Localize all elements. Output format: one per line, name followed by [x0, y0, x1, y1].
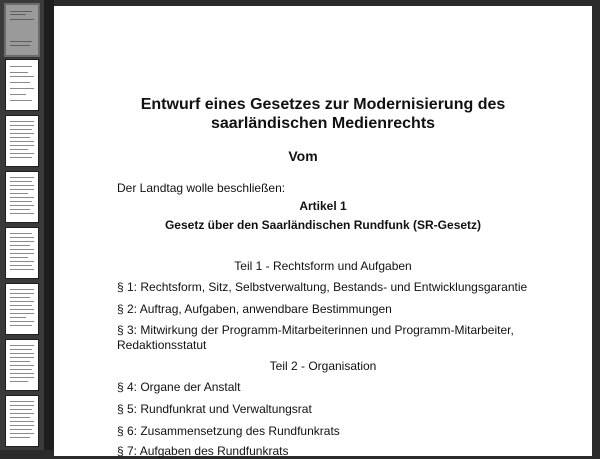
intro-text: Der Landtag wolle beschließen: — [117, 181, 286, 195]
page-thumbnail-6[interactable] — [6, 284, 38, 334]
toc-item-2: § 2: Auftrag, Aufgaben, anwendbare Bestimmungen — [117, 302, 392, 316]
part-2-heading: Teil 2 - Organisation — [269, 359, 377, 373]
thumbnail-sidebar[interactable] — [0, 0, 45, 450]
toc-item-6: § 6: Zusammensetzung des Rundfunkrats — [117, 424, 340, 438]
page-thumbnail-5[interactable] — [6, 228, 38, 278]
page-margin-right — [592, 0, 600, 450]
sidebar-divider[interactable] — [45, 0, 54, 450]
page-thumbnail-2[interactable] — [6, 60, 38, 110]
toc-item-5: § 5: Rundfunkrat und Verwaltungsrat — [117, 402, 312, 416]
article-heading: Artikel 1 — [299, 199, 347, 213]
toc-item-1: § 1: Rechtsform, Sitz, Selbstverwaltung, Bestands- und Entwicklungsgarantie — [117, 280, 528, 294]
toc-item-7: § 7: Aufgaben des Rundfunkrats — [117, 444, 289, 458]
page-thumbnail-7[interactable] — [6, 340, 38, 390]
law-heading: Gesetz über den Saarländischen Rundfunk (SR-Gesetz) — [164, 218, 482, 232]
page-thumbnail-4[interactable] — [6, 172, 38, 222]
document-title-line-1: Entwurf eines Gesetzes zur Modernisierung des — [140, 96, 506, 113]
part-1-heading: Teil 1 - Rechtsform und Aufgaben — [234, 259, 412, 273]
page-thumbnail-8[interactable] — [6, 396, 38, 446]
page-thumbnail-1[interactable] — [6, 5, 38, 55]
document-title-line-2: saarländischen Medienrechts — [210, 115, 436, 132]
toc-item-3-line-1: § 3: Mitwirkung der Programm-Mitarbeiterinnen und Programm-Mitarbeiter, — [117, 323, 514, 337]
toc-item-3-line-2: Redaktionsstatut — [117, 338, 207, 352]
page-thumbnail-3[interactable] — [6, 116, 38, 166]
toc-item-4: § 4: Organe der Anstalt — [117, 380, 241, 394]
date-label: Vom — [288, 148, 318, 164]
